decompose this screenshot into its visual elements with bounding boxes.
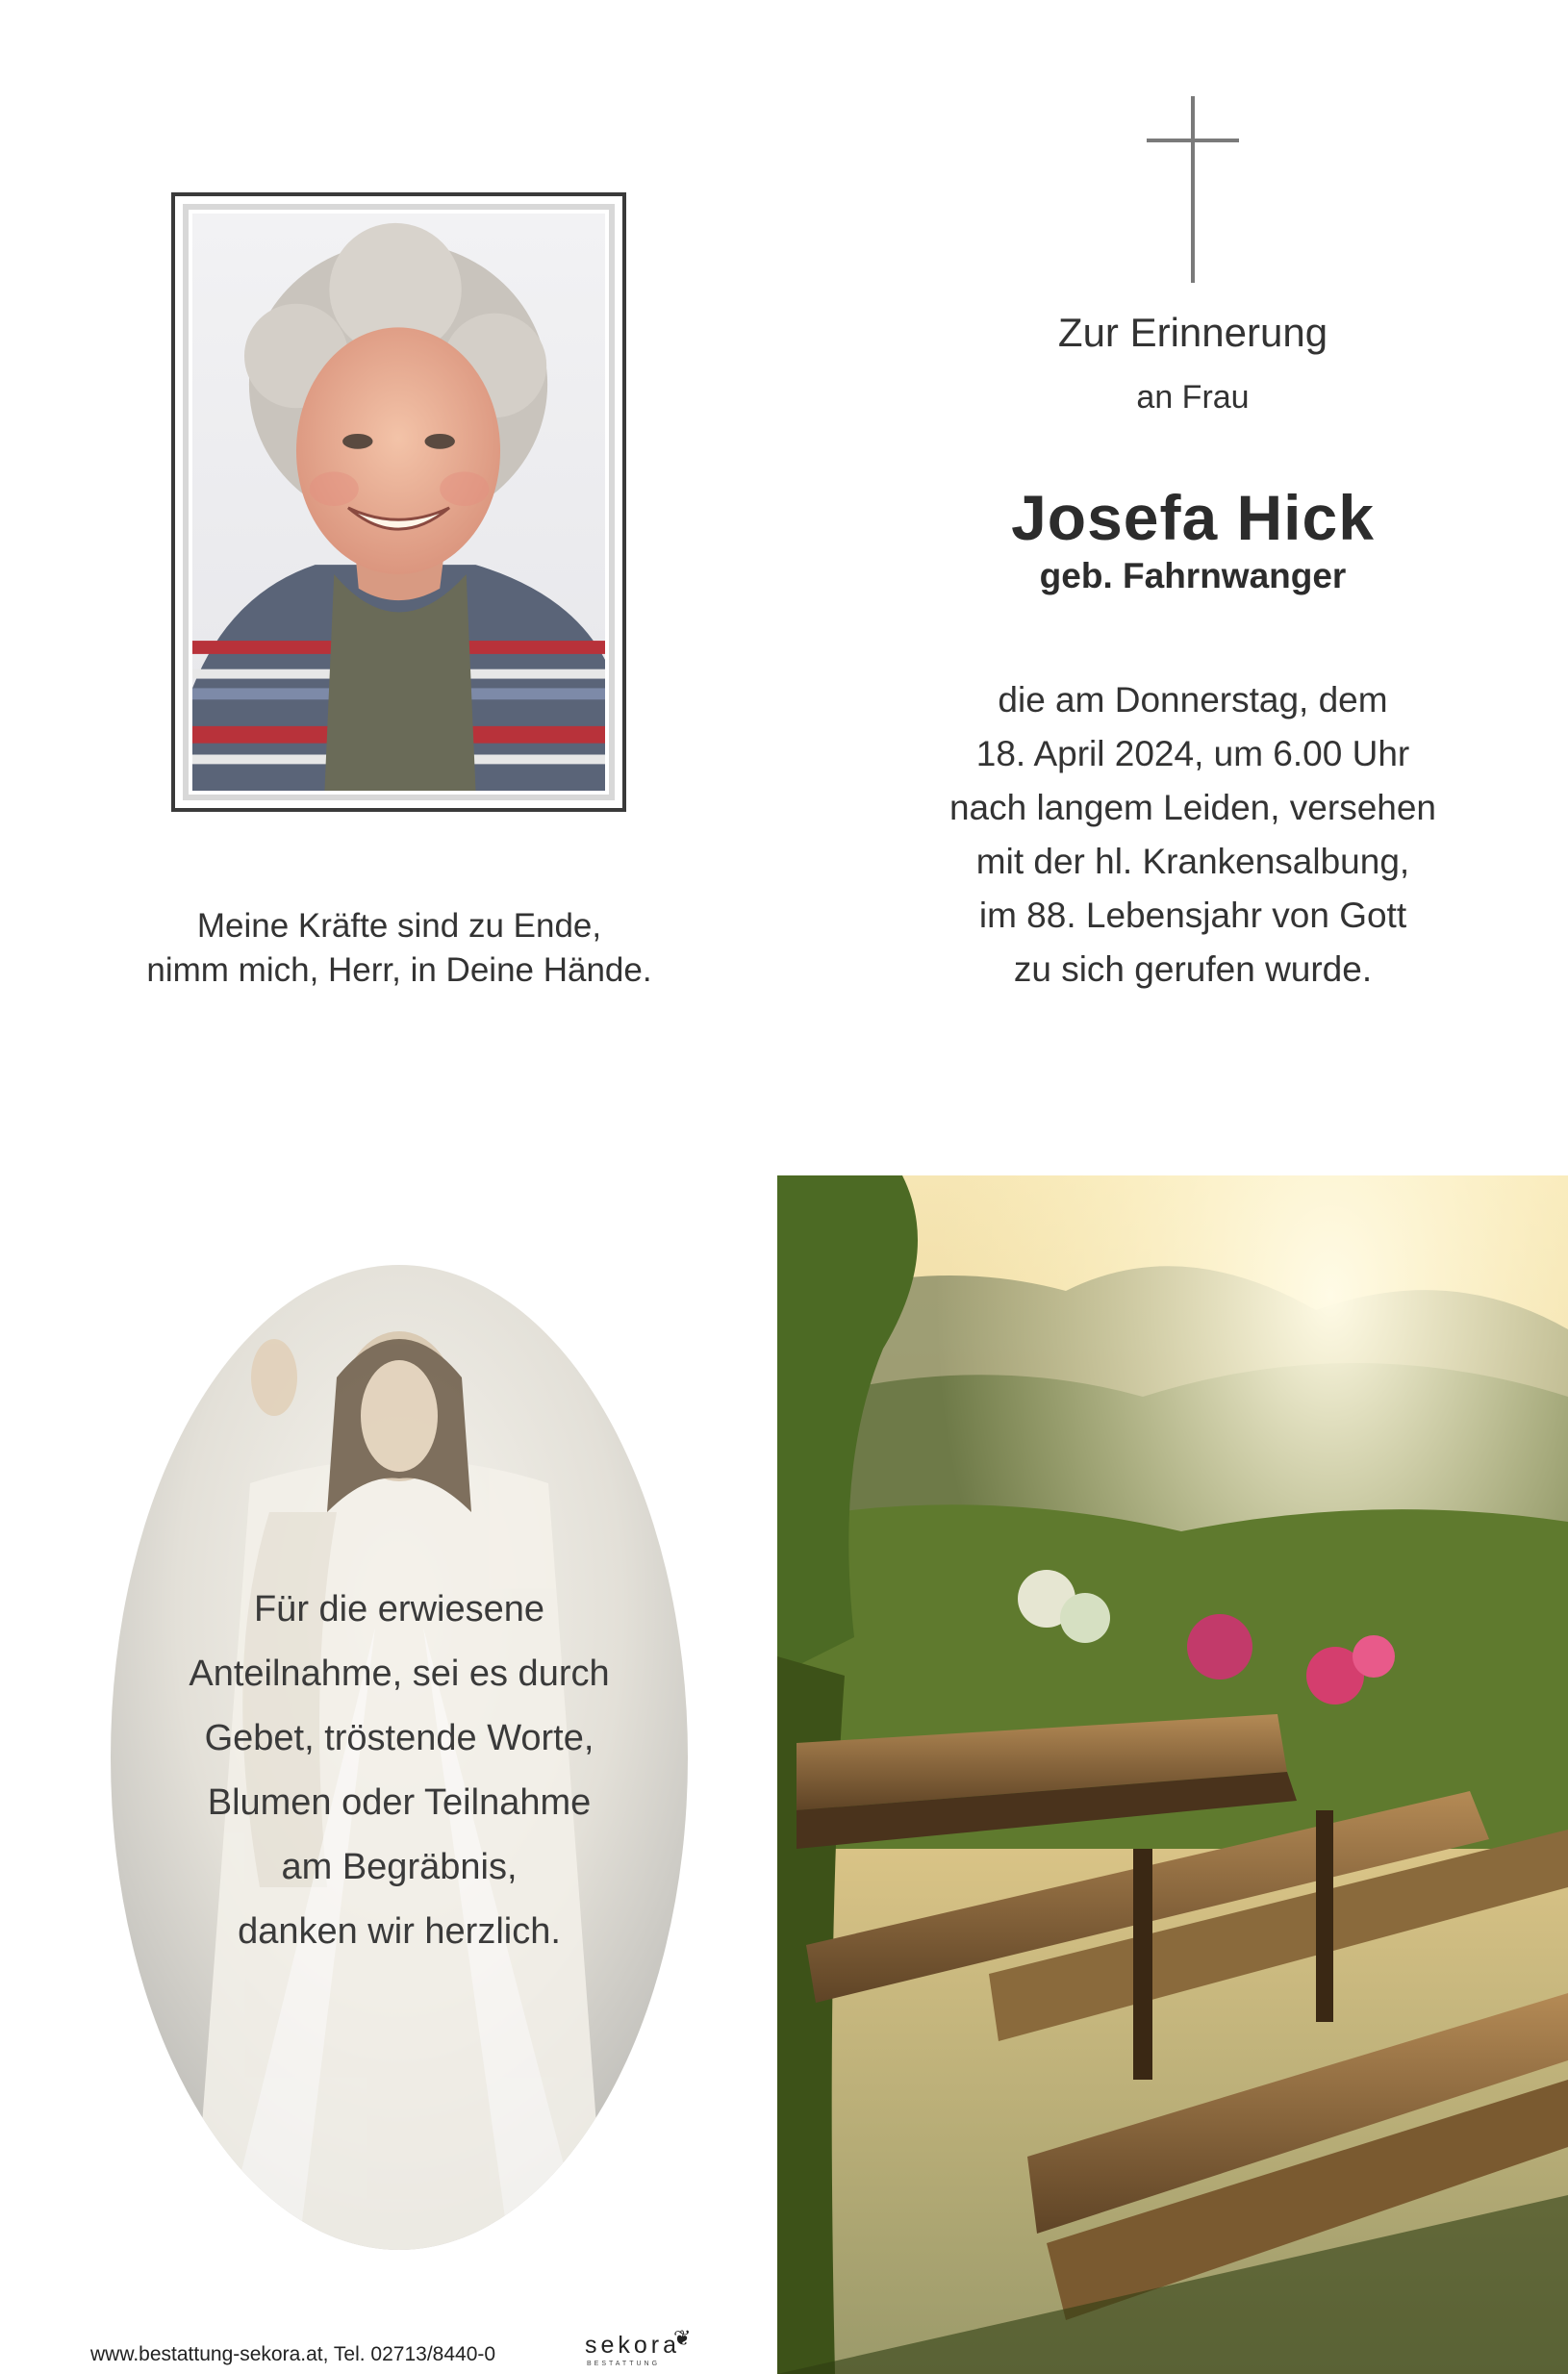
death-notice-line: im 88. Lebensjahr von Gott xyxy=(978,896,1407,935)
quote-line: Meine Kräfte sind zu Ende, xyxy=(196,907,602,945)
death-notice-line: mit der hl. Krankensalbung, xyxy=(975,842,1410,881)
portrait-photo xyxy=(192,214,605,791)
scenic-photo xyxy=(777,1175,1568,2374)
heading: Zur Erinnerung xyxy=(1057,310,1328,355)
portrait-frame xyxy=(171,192,626,812)
thanks-line: am Begräbnis, xyxy=(281,1847,518,1887)
death-notice-line: die am Donnerstag, dem xyxy=(998,680,1388,720)
death-notice-line: 18. April 2024, um 6.00 Uhr xyxy=(975,734,1410,773)
maiden-name: geb. Fahrnwanger xyxy=(1039,556,1347,595)
portrait-mat xyxy=(183,204,615,800)
thanks-text xyxy=(135,1578,664,1964)
footer-contact: www.bestattung-sekora.at, Tel. 02713/8440-0 xyxy=(90,2343,496,2365)
logo: sekora xyxy=(585,2332,681,2359)
logo-subtitle: BESTATTUNG xyxy=(587,2361,661,2367)
thanks-line: Blumen oder Teilnahme xyxy=(207,1782,592,1823)
leaf-icon: ❦ xyxy=(673,2326,692,2350)
thanks-line: Anteilnahme, sei es durch xyxy=(189,1654,610,1694)
cross-icon xyxy=(1145,96,1241,283)
deceased-name: Josefa Hick xyxy=(1011,482,1375,553)
thanks-line: danken wir herzlich. xyxy=(238,1911,561,1952)
quote xyxy=(96,904,702,993)
quote-line: nimm mich, Herr, in Deine Hände. xyxy=(146,951,652,989)
death-notice-line: zu sich gerufen wurde. xyxy=(1013,949,1373,989)
thanks-line: Für die erwiesene xyxy=(253,1589,545,1629)
death-notice xyxy=(866,673,1520,997)
salutation: an Frau xyxy=(1136,379,1250,416)
thanks-line: Gebet, tröstende Worte, xyxy=(204,1718,594,1758)
death-notice-line: nach langem Leiden, versehen xyxy=(948,788,1437,827)
